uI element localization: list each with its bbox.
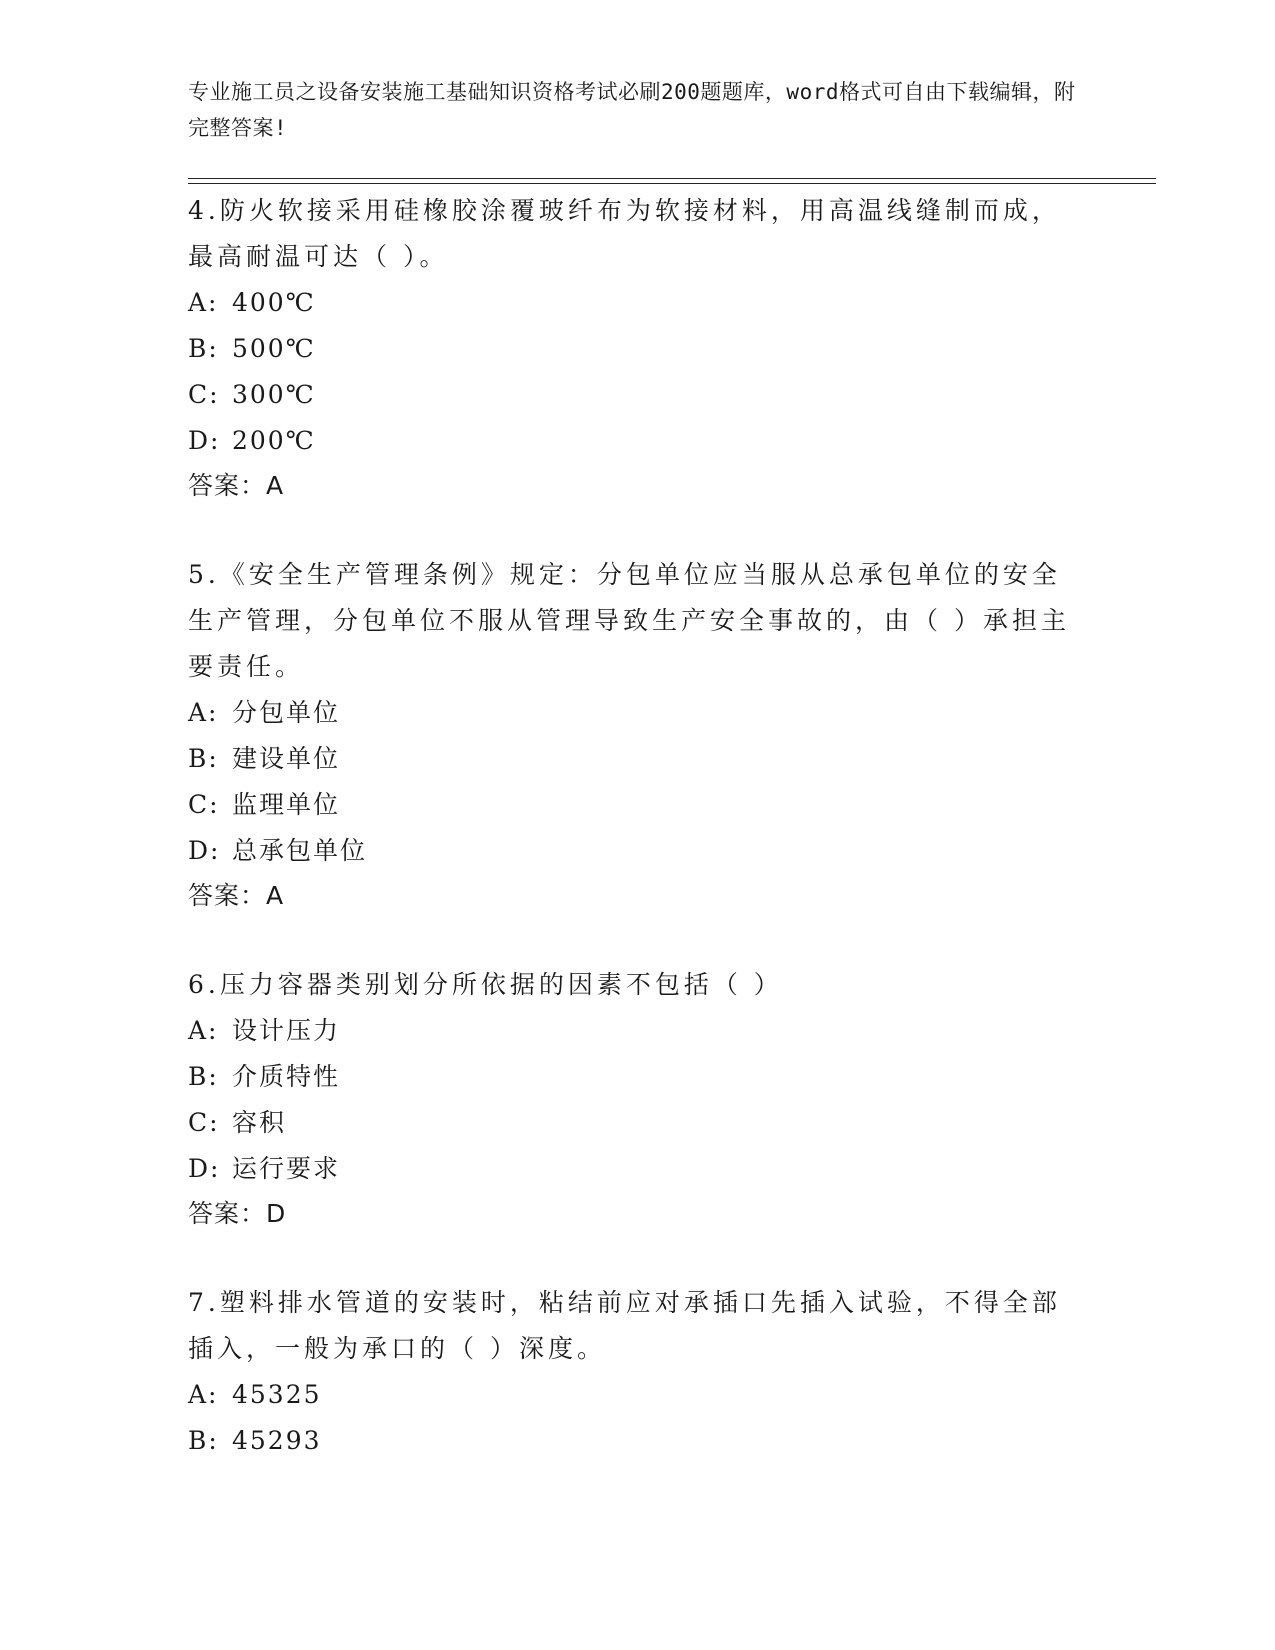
answer-text: 答案：A (188, 471, 285, 500)
option-value: 容积 (232, 1108, 287, 1137)
option-d (188, 828, 1088, 874)
question-spacer (188, 508, 1088, 552)
question-spacer (188, 918, 1088, 962)
option-a (188, 1008, 1088, 1054)
option-key: C: (188, 790, 220, 819)
option-value: 分包单位 (232, 698, 341, 727)
option-key: C: (188, 380, 220, 409)
option-value: 45293 (232, 1426, 322, 1455)
question-text: 5.《安全生产管理条例》规定：分包单位应当服从总承包单位的安全生产管理，分包单位不服从管理导致生产安全事故的，由（ ）承担主要责任。 (188, 560, 1070, 681)
option-value: 400℃ (232, 288, 316, 317)
option-value: 300℃ (232, 380, 316, 409)
option-key: C: (188, 1108, 220, 1137)
option-d (188, 1146, 1088, 1192)
question-list (188, 188, 1088, 1464)
option-key: B: (188, 1062, 219, 1091)
option-value: 建设单位 (232, 744, 341, 773)
option-value: 介质特性 (232, 1062, 341, 1091)
question-spacer (188, 1236, 1088, 1280)
option-key: D: (188, 1154, 221, 1183)
question-text: 7.塑料排水管道的安装时，粘结前应对承插口先插入试验，不得全部插入，一般为承口的（ ）深度。 (188, 1288, 1061, 1363)
answer-text: 答案：A (188, 881, 285, 910)
option-b (188, 326, 1088, 372)
option-value: 总承包单位 (232, 836, 368, 865)
option-value: 500℃ (232, 334, 316, 363)
header-divider-bottom (188, 183, 1156, 184)
option-b (188, 1054, 1088, 1100)
option-c (188, 372, 1088, 418)
answer-text: 答案：D (188, 1199, 287, 1228)
option-a (188, 280, 1088, 326)
option-value: 设计压力 (232, 1016, 341, 1045)
option-key: A: (188, 698, 219, 727)
option-value: 45325 (232, 1380, 322, 1409)
option-b (188, 736, 1088, 782)
option-c (188, 782, 1088, 828)
header-divider-top (188, 178, 1156, 179)
option-key: A: (188, 288, 219, 317)
question-text: 4.防火软接采用硅橡胶涂覆玻纤布为软接材料，用高温线缝制而成，最高耐温可达（ ）。 (188, 196, 1061, 271)
option-key: D: (188, 836, 221, 865)
document-header: 专业施工员之设备安装施工基础知识资格考试必刷200题题库，word格式可自由下载编辑，附完整答案! (188, 80, 1076, 140)
option-a (188, 690, 1088, 736)
question-text: 6.压力容器类别划分所依据的因素不包括（ ） (188, 970, 783, 999)
option-value: 运行要求 (232, 1154, 341, 1183)
option-key: B: (188, 334, 219, 363)
option-key: D: (188, 426, 221, 455)
option-c (188, 1100, 1088, 1146)
option-key: A: (188, 1016, 219, 1045)
option-d (188, 418, 1088, 464)
option-value: 200℃ (232, 426, 316, 455)
question-item (188, 188, 1088, 508)
question-item (188, 1280, 1088, 1464)
question-item (188, 962, 1088, 1236)
question-item (188, 552, 1088, 918)
option-key: A: (188, 1380, 219, 1409)
option-key: B: (188, 1426, 219, 1455)
option-value: 监理单位 (232, 790, 341, 819)
option-key: B: (188, 744, 219, 773)
option-a (188, 1372, 1088, 1418)
option-b (188, 1418, 1088, 1464)
